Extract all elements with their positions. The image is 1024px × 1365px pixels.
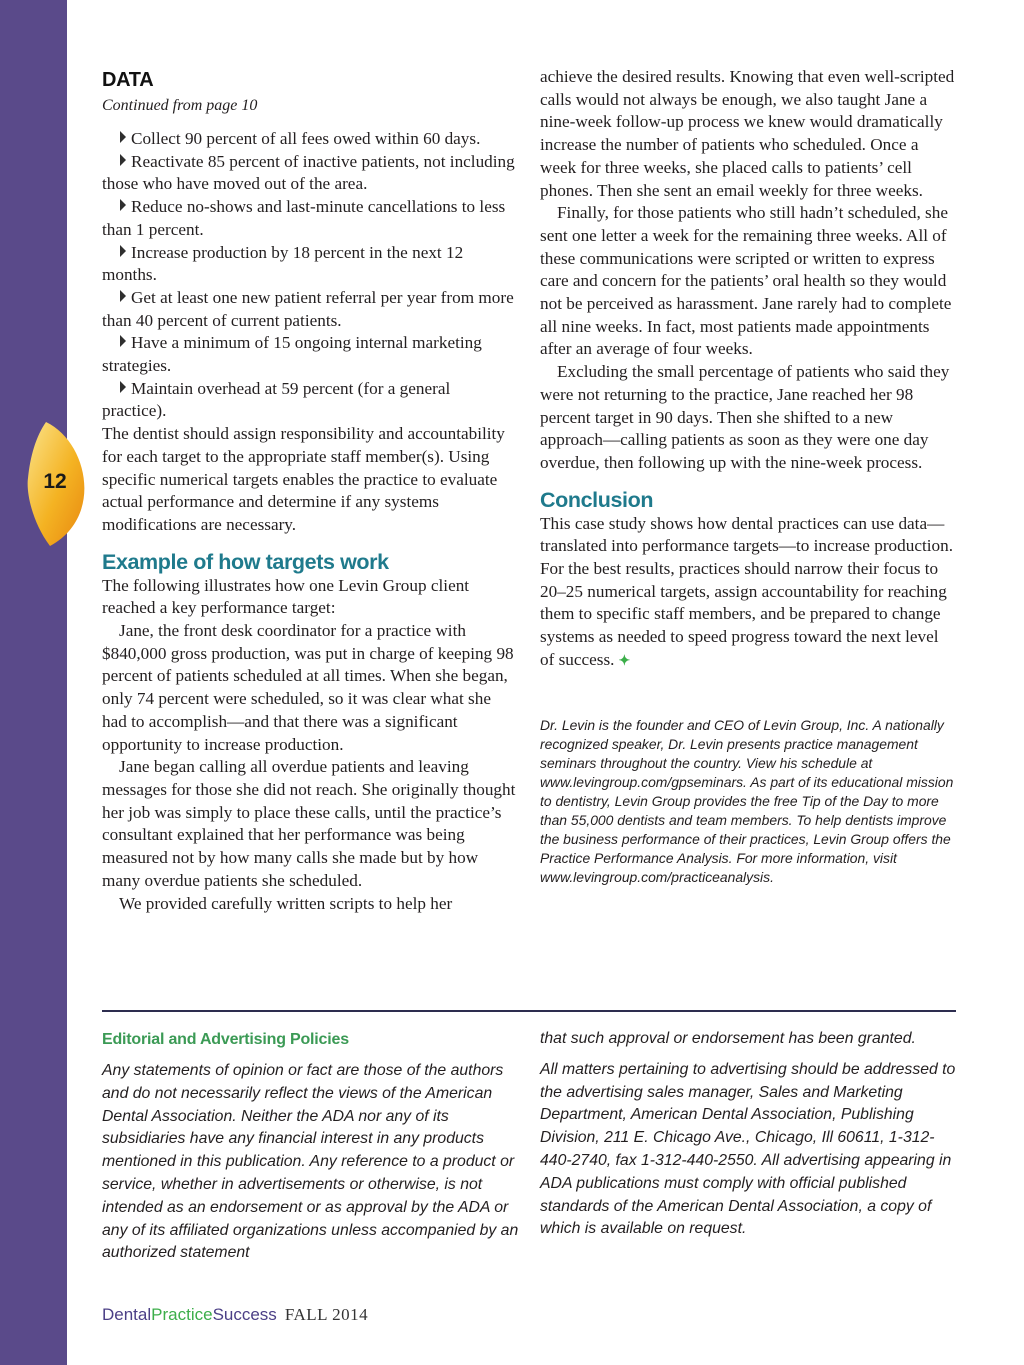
policies-text-right-2: All matters pertaining to advertising should be addressed to the advertising sales manager, Sales and Marketing Department, American Dental Association, Publishing Division, 211 E. Chicago Ave., Chicago, Ill 60611, 1-312-440-2740, fax 1-312-440-2550. All advertising appearing in ADA publications must comply with official published standards of the American Dental Association, a copy of which is available on request. xyxy=(540,1060,956,1238)
paragraph-example-calls: Jane began calling all overdue patients and leaving messages for those she did not reach. She originally thought her job was simply to place these calls, until the practice’s consultant explained that her performance was being measured not by how many calls she made but by how many overdue patients she scheduled. xyxy=(102,757,516,890)
policies-text-left: Any statements of opinion or fact are those of the authors and do not necessarily reflect the views of the American Dental Association. Neither the ADA nor any of its subsidiaries have any financial interest in any products mentioned in this publication. Any reference to a product or service, whether in advertisements or otherwise, is not intended as an endorsement or as approval by the ADA or any of its affiliated organizations unless accompanied by an authorized statement xyxy=(102,1062,519,1262)
policies-right-column xyxy=(540,1028,960,1241)
bullet-text: Reduce no-shows and last-minute cancellations to less than 1 percent. xyxy=(102,197,506,239)
paragraph-example-jane: Jane, the front desk coordinator for a practice with $840,000 gross production, was put in charge of keeping 98 percent of patients scheduled at all times. When she began, only 74 percent were scheduled, so it was clear what she had to accomplish—and that there was a significant opportunity to increase production. xyxy=(102,621,514,754)
triangle-bullet-icon xyxy=(120,335,126,347)
bullet-text: Reactivate 85 percent of inactive patients, not including those who have moved out of the area. xyxy=(102,151,515,194)
footer-brand-practice: Practice xyxy=(151,1305,213,1324)
article-column-right xyxy=(540,66,956,887)
paragraph-example-scripts-cont: achieve the desired results. Knowing that even well-scripted calls would not always be enough, we also taught Jane a nine-week follow-up process we knew would dramatically increase the number of patients who scheduled. Once a week for three weeks, she placed calls to patients’ cell phones. Then she sent an email weekly for three weeks. xyxy=(540,67,955,200)
footer-brand-dental: Dental xyxy=(102,1305,152,1324)
paragraph-example-intro: The following illustrates how one Levin Group client reached a key performance target: xyxy=(102,575,470,618)
left-sidebar-band xyxy=(0,0,67,1365)
section-divider xyxy=(102,1010,956,1012)
heading-example: Example of how targets work xyxy=(102,549,389,574)
continued-note: Continued from page 10 xyxy=(102,97,258,114)
author-bio: Dr. Levin is the founder and CEO of Levin Group, Inc. A nationally recognized speaker, Dr. Levin presents practice management seminars throughout the country. View his schedule at www.levingroup.com/gpseminars. As part of its educational mission to dentistry, Levin Group provides the free Tip of the Day to more than 55,000 dentists and team members. To help dentists improve the business performance of their practices, Levin Group offers the Practice Performance Analysis. For more information, visit www.levingroup.com/practiceanalysis. xyxy=(540,716,954,885)
triangle-bullet-icon xyxy=(120,154,126,166)
conclusion-text: This case study shows how dental practices can use data—translated into performance targets—to increase production. For the best results, practices should narrow their focus to 20–25 numerical targets, assign accountability for reaching them to specific staff members, and be prepared to change systems as needed to speed progress toward the next level of success. xyxy=(540,513,953,669)
triangle-bullet-icon xyxy=(120,290,126,302)
target-bullet xyxy=(102,151,518,196)
article-body-left xyxy=(102,128,518,915)
triangle-bullet-icon xyxy=(120,245,126,257)
bullet-text: Increase production by 18 percent in the next 12 months. xyxy=(102,242,464,285)
end-mark-icon: ✦ xyxy=(618,653,631,669)
policies-text-right-1: that such approval or endorsement has been granted. xyxy=(540,1030,916,1047)
target-bullet xyxy=(102,378,518,423)
target-bullet xyxy=(102,332,518,377)
bullet-text: Collect 90 percent of all fees owed within 60 days. xyxy=(131,129,481,148)
target-bullet xyxy=(102,242,518,287)
policies-left-column xyxy=(102,1030,522,1265)
footer-issue: FALL 2014 xyxy=(284,1305,369,1324)
target-bullet xyxy=(102,287,518,332)
paragraph-excluding: Excluding the small percentage of patients who said they were not returning to the practice, Jane reached her 98 percent target in 90 days. Then she shifted to a new approach—calling patients as soon as they were one day overdue, then following up with the nine-week process. xyxy=(540,362,950,472)
paragraph-example-scripts-start: We provided carefully written scripts to help her xyxy=(119,893,453,913)
paragraph-finally: Finally, for those patients who still hadn’t scheduled, she sent one letter a week for the remaining three weeks. All of these communications were scripted or written to express care and concern for the patients’ oral health so they would not be perceived as harassment. Jane rarely had to complete all nine weeks. In fact, most patients made appointments after an average of four weeks. xyxy=(540,203,952,359)
triangle-bullet-icon xyxy=(120,199,126,211)
article-body-right xyxy=(540,66,956,674)
target-bullet xyxy=(102,196,518,241)
triangle-bullet-icon xyxy=(120,381,126,393)
paragraph-conclusion xyxy=(540,513,956,674)
paragraph-assign: The dentist should assign responsibility and accountability for each target to the appropriate staff member(s). Using specific numerical targets enables the practice to evaluate actual performance and determine if any systems modifications are necessary. xyxy=(102,424,505,534)
article-column-left xyxy=(102,64,518,915)
policies-title: Editorial and Advertising Policies xyxy=(102,1031,349,1048)
footer-brand-success: Success xyxy=(212,1305,277,1324)
triangle-bullet-icon xyxy=(120,131,126,143)
bullet-text: Get at least one new patient referral per year from more than 40 percent of current patients. xyxy=(102,287,514,330)
bullet-text: Have a minimum of 15 ongoing internal marketing strategies. xyxy=(102,333,482,376)
section-label: DATA xyxy=(102,69,154,91)
page-number-tab xyxy=(26,422,100,546)
page-number: 12 xyxy=(43,470,67,493)
bullet-text: Maintain overhead at 59 percent (for a general practice). xyxy=(102,378,451,421)
page-footer xyxy=(102,1304,368,1326)
target-bullet xyxy=(102,128,518,151)
heading-conclusion: Conclusion xyxy=(540,487,654,512)
